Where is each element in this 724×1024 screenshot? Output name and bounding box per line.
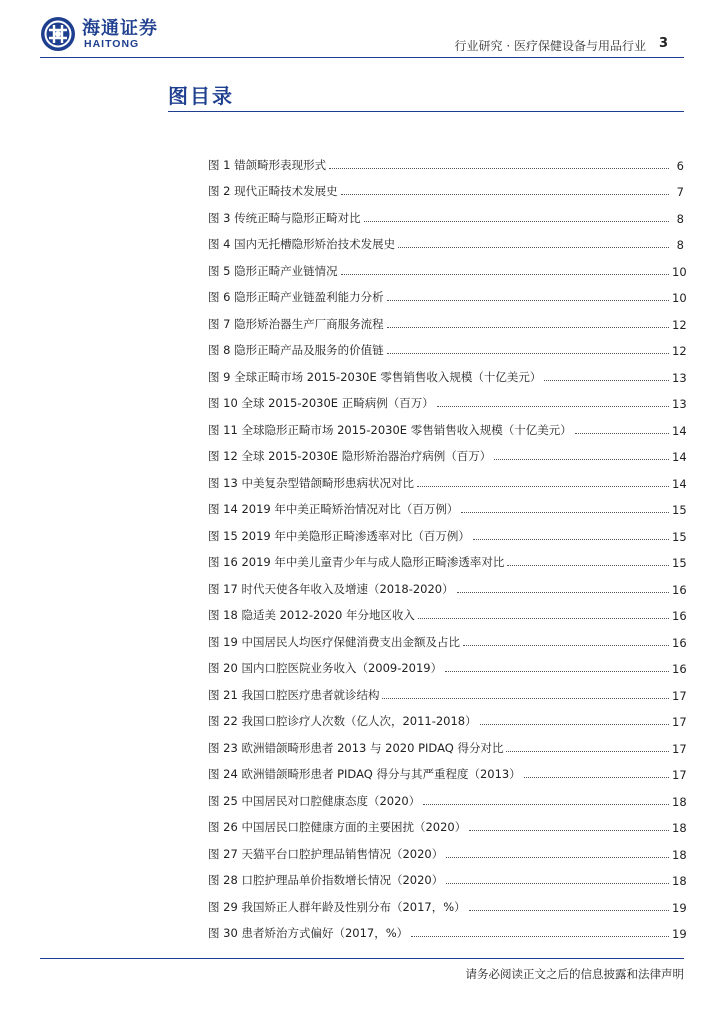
toc-entry-label: 图 19 中国居民人均医疗保健消费支出金额及占比 — [208, 634, 460, 649]
toc-entry[interactable] — [208, 782, 687, 809]
toc-leader-dots — [575, 433, 669, 434]
toc-leader-dots — [506, 751, 669, 752]
figure-list — [208, 146, 687, 941]
toc-leader-dots — [480, 724, 669, 725]
toc-entry-page: 8 — [676, 211, 684, 226]
toc-leader-dots — [423, 804, 669, 805]
toc-leader-dots — [437, 406, 669, 407]
header-divider — [40, 57, 684, 58]
toc-entry-label: 图 14 2019 年中美正畸矫治情况对比（百万例） — [208, 502, 459, 516]
toc-entry-page: 10 — [672, 291, 687, 305]
toc-entry[interactable] — [208, 464, 687, 491]
toc-entry-page: 10 — [672, 264, 687, 279]
toc-entry[interactable] — [208, 491, 687, 518]
toc-entry[interactable] — [208, 385, 687, 412]
toc-leader-dots — [446, 857, 669, 858]
toc-entry-page: 8 — [676, 238, 684, 252]
toc-entry-label: 图 7 隐形矫治器生产厂商服务流程 — [208, 316, 384, 331]
toc-entry[interactable] — [208, 146, 684, 173]
toc-entry-page: 16 — [672, 635, 687, 650]
toc-entry-label: 图 20 国内口腔医院业务收入（2009-2019） — [208, 661, 443, 675]
toc-entry-label: 图 16 2019 年中美儿童青少年与成人隐形正畸渗透率对比 — [208, 555, 505, 569]
toc-entry-page: 15 — [672, 503, 687, 517]
toc-entry-page: 6 — [676, 158, 684, 173]
toc-entry[interactable] — [208, 570, 687, 597]
toc-entry-page: 16 — [672, 582, 687, 597]
toc-entry-label: 图 4 国内无托槽隐形矫治技术发展史 — [208, 237, 396, 251]
footer-disclaimer: 请务必阅读正文之后的信息披露和法律声明 — [465, 967, 684, 981]
toc-entry-label: 图 27 天猫平台口腔护理品销售情况（2020） — [208, 846, 444, 861]
toc-leader-dots — [494, 459, 669, 460]
toc-entry-page: 17 — [672, 715, 687, 729]
toc-leader-dots — [364, 221, 669, 222]
toc-leader-dots — [445, 671, 669, 672]
toc-entry[interactable] — [208, 729, 687, 756]
toc-entry-label: 图 18 隐适美 2012-2020 年分地区收入 — [208, 608, 415, 622]
toc-entry[interactable] — [208, 756, 687, 783]
toc-title: 图目录 — [168, 84, 234, 108]
toc-entry-page: 13 — [672, 370, 687, 385]
toc-entry-label: 图 30 患者矫治方式偏好（2017，%） — [208, 926, 409, 940]
toc-entry[interactable] — [208, 305, 687, 332]
toc-entry-page: 7 — [676, 185, 684, 199]
toc-entry-page: 13 — [672, 397, 687, 411]
toc-entry-label: 图 3 传统正畸与隐形正畸对比 — [208, 210, 361, 225]
toc-entry-page: 18 — [672, 847, 687, 862]
toc-entry[interactable] — [208, 597, 687, 624]
toc-leader-dots — [341, 194, 669, 195]
toc-entry[interactable] — [208, 226, 684, 253]
toc-entry-page: 17 — [672, 741, 687, 756]
toc-entry[interactable] — [208, 703, 687, 730]
toc-entry[interactable] — [208, 623, 687, 650]
toc-entry-page: 12 — [672, 344, 687, 358]
toc-leader-dots — [469, 910, 669, 911]
toc-entry-page: 19 — [672, 927, 687, 941]
toc-leader-dots — [524, 777, 669, 778]
toc-entry-page: 18 — [672, 821, 687, 835]
toc-entry[interactable] — [208, 411, 687, 438]
toc-entry-label: 图 22 我国口腔诊疗人次数（亿人次，2011-2018） — [208, 714, 477, 728]
toc-leader-dots — [417, 486, 669, 487]
toc-entry-label: 图 2 现代正畸技术发展史 — [208, 184, 338, 198]
toc-entry-page: 17 — [672, 768, 687, 782]
toc-entry-label: 图 13 中美复杂型错颌畸形患病状况对比 — [208, 475, 414, 490]
toc-entry[interactable] — [208, 438, 687, 465]
toc-leader-dots — [446, 883, 669, 884]
toc-entry-page: 14 — [672, 476, 687, 491]
toc-leader-dots — [411, 936, 669, 937]
toc-leader-dots — [341, 274, 669, 275]
toc-entry-label: 图 6 隐形正畸产业链盈利能力分析 — [208, 290, 384, 304]
toc-leader-dots — [398, 247, 669, 248]
toc-entry-page: 18 — [672, 794, 687, 809]
toc-entry[interactable] — [208, 809, 687, 836]
toc-entry[interactable] — [208, 199, 684, 226]
toc-entry[interactable] — [208, 915, 687, 942]
toc-leader-dots — [329, 168, 669, 169]
toc-entry-label: 图 11 全球隐形正畸市场 2015-2030E 零售销售收入规模（十亿美元） — [208, 422, 572, 437]
toc-entry-page: 15 — [672, 529, 687, 544]
toc-leader-dots — [457, 592, 669, 593]
toc-entry-label: 图 5 隐形正畸产业链情况 — [208, 263, 338, 278]
toc-entry-page: 14 — [672, 450, 687, 464]
company-logo — [40, 14, 172, 54]
toc-entry-page: 17 — [672, 688, 687, 703]
title-divider — [168, 111, 684, 112]
toc-entry-label: 图 15 2019 年中美隐形正畸渗透率对比（百万例） — [208, 528, 470, 543]
toc-entry-label: 图 1 错颌畸形表现形式 — [208, 157, 327, 172]
toc-entry[interactable] — [208, 835, 687, 862]
toc-leader-dots — [469, 830, 669, 831]
toc-entry[interactable] — [208, 279, 687, 306]
logo-chinese-name: 海通证券 — [82, 18, 158, 39]
toc-entry-label: 图 29 我国矫正人群年龄及性别分布（2017，%） — [208, 899, 466, 914]
report-category: 行业研究 · 医疗保健设备与用品行业 — [454, 39, 646, 53]
toc-entry[interactable] — [208, 544, 687, 571]
toc-entry-page: 16 — [672, 609, 687, 623]
toc-leader-dots — [473, 539, 669, 540]
toc-leader-dots — [544, 380, 669, 381]
toc-entry[interactable] — [208, 650, 687, 677]
toc-entry-page: 18 — [672, 874, 687, 888]
toc-entry[interactable] — [208, 358, 687, 385]
toc-leader-dots — [382, 698, 669, 699]
toc-entry-label: 图 25 中国居民对口腔健康态度（2020） — [208, 793, 421, 808]
toc-entry[interactable] — [208, 862, 687, 889]
toc-leader-dots — [387, 300, 669, 301]
toc-entry-label: 图 10 全球 2015-2030E 正畸病例（百万） — [208, 396, 434, 410]
footer-divider — [40, 958, 684, 959]
page-number: 3 — [658, 36, 668, 51]
toc-leader-dots — [461, 512, 669, 513]
toc-leader-dots — [507, 565, 669, 566]
toc-entry-label: 图 21 我国口腔医疗患者就诊结构 — [208, 687, 380, 702]
toc-entry[interactable] — [208, 173, 684, 200]
toc-entry-label: 图 24 欧洲错颌畸形患者 PIDAQ 得分与其严重程度（2013） — [208, 767, 521, 781]
toc-entry-label: 图 12 全球 2015-2030E 隐形矫治器治疗病例（百万） — [208, 449, 492, 463]
toc-entry[interactable] — [208, 676, 687, 703]
toc-entry-page: 12 — [672, 317, 687, 332]
toc-entry-page: 16 — [672, 662, 687, 676]
toc-entry-page: 19 — [672, 900, 687, 915]
toc-entry-page: 14 — [672, 423, 687, 438]
toc-leader-dots — [418, 618, 669, 619]
toc-entry-label: 图 17 时代天使各年收入及增速（2018-2020） — [208, 581, 454, 596]
toc-entry[interactable] — [208, 517, 687, 544]
logo-english-name: HAITONG — [84, 38, 140, 50]
page-header — [0, 0, 724, 62]
toc-entry[interactable] — [208, 332, 687, 359]
toc-entry-page: 15 — [672, 556, 687, 570]
toc-entry-label: 图 8 隐形正畸产品及服务的价值链 — [208, 343, 384, 357]
toc-entry[interactable] — [208, 888, 687, 915]
toc-entry-label: 图 23 欧洲错颌畸形患者 2013 与 2020 PIDAQ 得分对比 — [208, 740, 504, 755]
toc-leader-dots — [387, 327, 669, 328]
toc-entry-label: 图 9 全球正畸市场 2015-2030E 零售销售收入规模（十亿美元） — [208, 369, 542, 384]
toc-leader-dots — [387, 353, 669, 354]
toc-entry[interactable] — [208, 252, 687, 279]
haitong-logo-icon — [40, 16, 76, 52]
toc-entry-label: 图 26 中国居民口腔健康方面的主要困扰（2020） — [208, 820, 467, 834]
toc-leader-dots — [463, 645, 669, 646]
toc-entry-label: 图 28 口腔护理品单价指数增长情况（2020） — [208, 873, 444, 887]
